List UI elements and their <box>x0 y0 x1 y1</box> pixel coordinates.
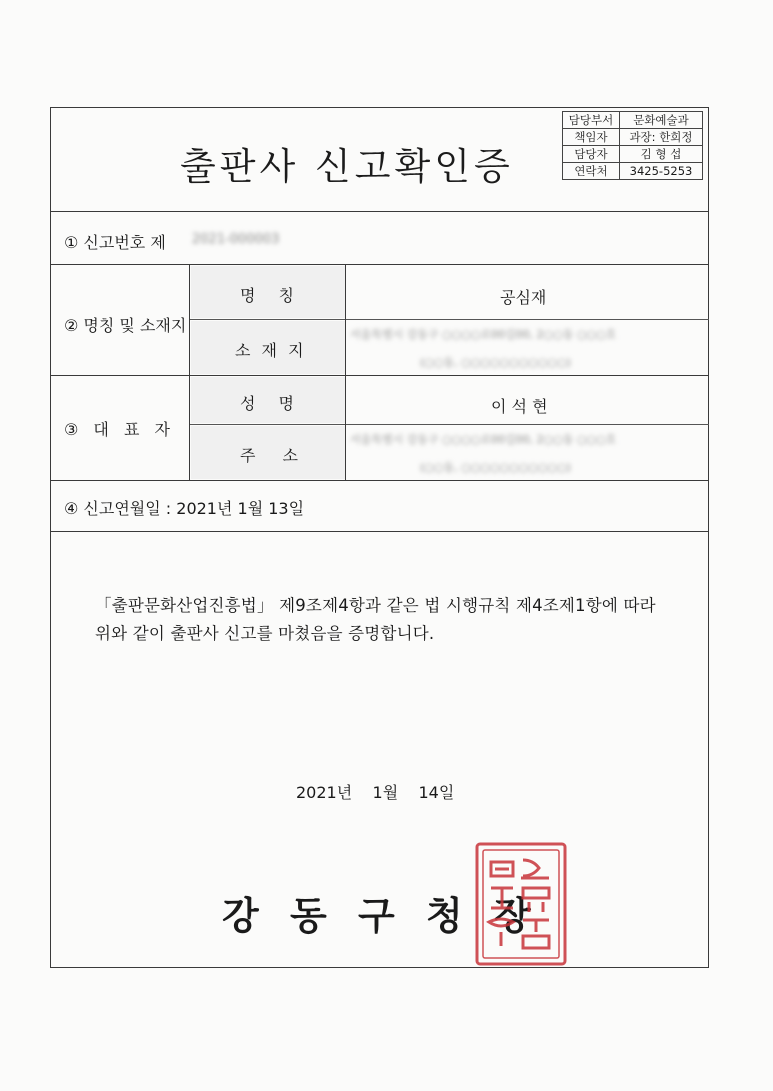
divider <box>190 424 709 425</box>
contact-value: 문화예술과 <box>620 112 703 129</box>
contact-key: 담당자 <box>563 146 620 163</box>
statement-line-1: 「출판문화산업진흥법」 제9조제4항과 같은 법 시행규칙 제4조제1항에 따라 <box>95 596 656 615</box>
person-name-label: 성 명 <box>240 394 294 413</box>
address-line-1: 서울특별시 강동구 ○○○○로00길00, 2○○동 ○○○호 <box>350 433 617 446</box>
registration-number-label: ① 신고번호 제 <box>64 233 166 252</box>
name-label: 명 칭 <box>240 286 294 305</box>
location-line-1: 서울특별시 강동구 ○○○○로00길00, 2○○동 ○○○호 <box>350 328 617 341</box>
address-line-2: (○○동, ○○○○○○○○○○○) <box>420 461 571 474</box>
representative-label: ③ 대 표 자 <box>64 420 170 439</box>
registration-number-value: 2021-000003 <box>192 232 280 247</box>
issuer-char: 청 <box>426 894 463 938</box>
divider <box>50 531 709 532</box>
report-date-label: ④ 신고연월일 : 2021년 1월 13일 <box>64 499 305 518</box>
contact-key: 연락처 <box>563 163 620 180</box>
contact-value: 3425-5253 <box>620 163 703 180</box>
name-and-location-label: ② 명칭 및 소재지 <box>64 316 187 335</box>
issuer-char: 동 <box>290 894 327 938</box>
divider <box>50 264 709 265</box>
contact-row <box>563 146 703 163</box>
issuer-char: 구 <box>358 894 395 938</box>
representative-name: 이 석 현 <box>491 397 548 416</box>
contact-row <box>563 112 703 129</box>
location-line-2: (○○동, ○○○○○○○○○○○) <box>420 356 571 369</box>
contact-key: 담당부서 <box>563 112 620 129</box>
contact-info-table <box>562 111 703 180</box>
official-seal-icon <box>471 840 569 968</box>
divider <box>50 211 709 212</box>
location-label: 소 재 지 <box>235 341 307 360</box>
divider <box>50 480 709 481</box>
address-label: 주 소 <box>240 446 298 465</box>
divider <box>190 319 709 320</box>
contact-row <box>563 163 703 180</box>
issue-date: 2021년 1월 14일 <box>296 783 455 802</box>
issuer-char: 장 <box>494 894 531 938</box>
document-title: 출판사 신고확인증 <box>180 145 514 188</box>
publisher-name: 공심재 <box>500 288 547 307</box>
divider <box>50 375 709 376</box>
contact-key: 책임자 <box>563 129 620 146</box>
contact-row <box>563 129 703 146</box>
divider <box>189 264 190 480</box>
issuer-char: 강 <box>222 894 259 938</box>
contact-value: 과장: 한희정 <box>620 129 703 146</box>
statement-line-2: 위와 같이 출판사 신고를 마쳤음을 증명합니다. <box>95 624 435 643</box>
contact-value: 김 형 섭 <box>620 146 703 163</box>
divider <box>345 264 346 480</box>
